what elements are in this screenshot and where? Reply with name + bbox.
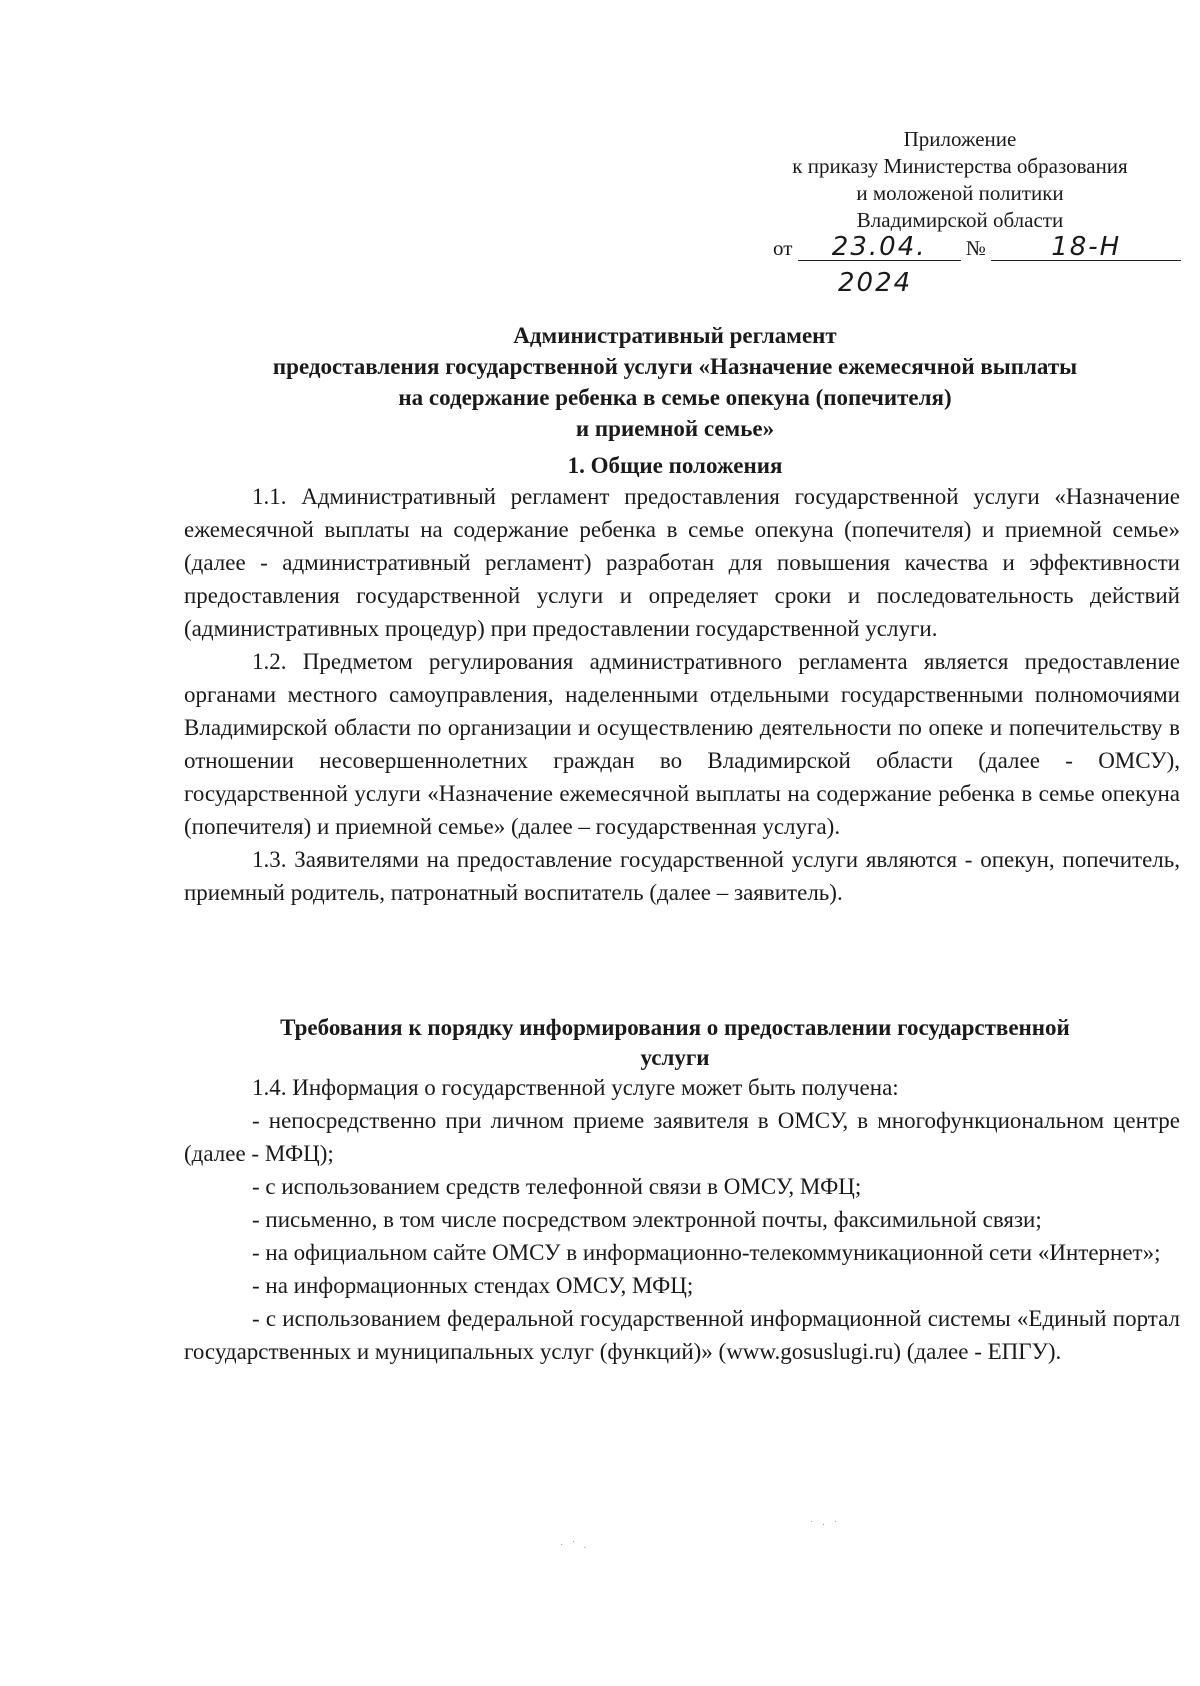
list-item: - с использованием средств телефонной связи в ОМСУ, МФЦ; bbox=[252, 1174, 862, 1199]
appendix-line: Владимирской области bbox=[856, 208, 1064, 232]
title-line: на содержание ребенка в семье опекуна (попечителя) bbox=[398, 385, 952, 410]
list-item: - на информационных стендах ОМСУ, МФЦ; bbox=[252, 1273, 694, 1298]
section-heading bbox=[170, 451, 1180, 481]
list-item: - письменно, в том числе посредством электронной почты, факсимильной связи; bbox=[252, 1207, 1042, 1232]
section-heading-text: услуги bbox=[640, 1045, 710, 1070]
appendix-line: к приказу Министерства образования bbox=[792, 154, 1128, 178]
paragraph: 1.1. Административный регламент предоставления государственной услуги «Назначение ежемесячной выплаты на содержание ребенка в семье опекуна (попечителя) и приемной семье» (далее - административный регламент) разработан для повышения качества и эффективности предоставления государственной услуги и определяет сроки и последовательность действий (административных процедур) при предоставлении государственной услуги. bbox=[184, 484, 1180, 641]
order-date-number-line bbox=[773, 234, 1181, 261]
section-heading bbox=[170, 1013, 1180, 1073]
scan-noise: · ˙ . bbox=[560, 1540, 590, 1551]
paragraph: 1.2. Предметом регулирования административного регламента является предоставление органами местного самоуправления, наделенными отдельными государственными полномочиями Владимирской области по организации и осуществлению деятельности по опеке и попечительству в отношении несовершеннолетних граждан во Владимирской области (далее - ОМСУ), государственной услуги «Назначение ежемесячной выплаты на содержание ребенка в семье опекуна (попечителя) и приемной семье» (далее – государственная услуга). bbox=[184, 649, 1180, 839]
list-item: - непосредственно при личном приеме заявителя в ОМСУ, в многофункциональном центре (далее - МФЦ); bbox=[184, 1108, 1180, 1166]
section-heading-text: Требования к порядку информирования о предоставлении государственной bbox=[280, 1015, 1070, 1040]
paragraph: 1.3. Заявителями на предоставление государственной услуги являются - опекун, попечитель, приемный родитель, патронатный воспитатель (далее – заявитель). bbox=[184, 847, 1180, 905]
date-prefix: от bbox=[773, 236, 793, 260]
title-line: предоставления государственной услуги «Назначение ежемесячной выплаты bbox=[272, 354, 1078, 379]
handwritten-year: 2024 bbox=[838, 268, 913, 298]
appendix-header bbox=[760, 126, 1160, 234]
handwritten-date: 23.04. bbox=[798, 234, 961, 261]
section-1-body bbox=[184, 480, 1180, 909]
document-title bbox=[170, 320, 1180, 444]
section-heading-text: 1. Общие положения bbox=[567, 453, 783, 478]
list-item: - на официальном сайте ОМСУ в информационно-телекоммуникационной сети «Интернет»; bbox=[252, 1240, 1161, 1265]
list-item: - с использованием федеральной государственной информационной системы «Единый портал государственных и муниципальных услуг (функций)» (www.gosuslugi.ru) (далее - ЕПГУ). bbox=[184, 1306, 1180, 1364]
scan-noise: ˙ · ˙ bbox=[810, 1520, 840, 1531]
title-line: и приемной семье» bbox=[575, 416, 775, 441]
paragraph: 1.4. Информация о государственной услуге может быть получена: bbox=[252, 1075, 899, 1100]
appendix-line: и моложеной политики bbox=[856, 181, 1064, 205]
number-prefix: № bbox=[965, 236, 986, 260]
handwritten-number: 18-Н bbox=[991, 234, 1181, 261]
appendix-line: Приложение bbox=[903, 127, 1017, 151]
section-2-body bbox=[184, 1071, 1180, 1368]
title-line: Административный регламент bbox=[513, 323, 837, 348]
